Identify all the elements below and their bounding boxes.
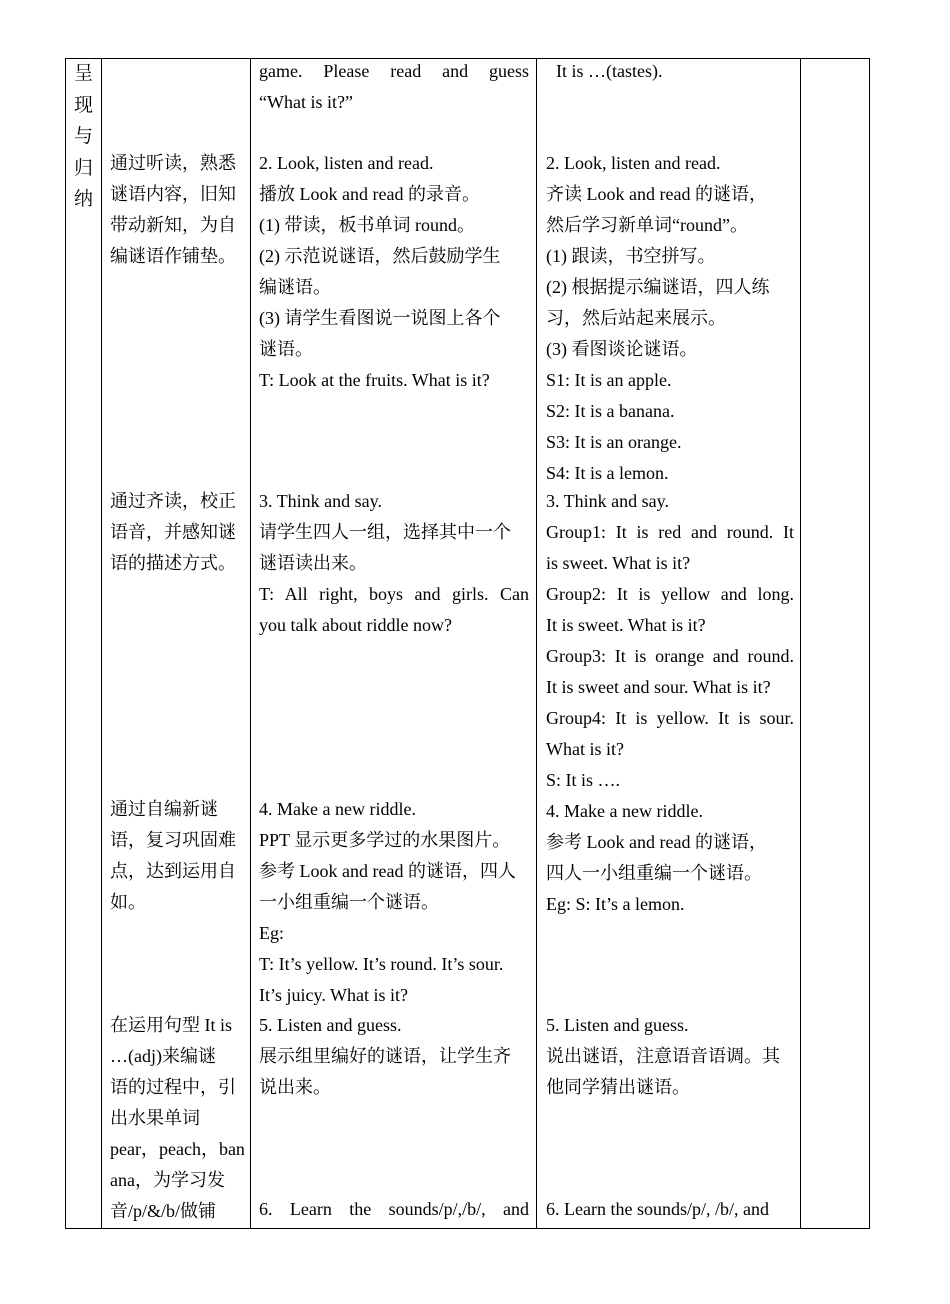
purpose-line: 音/p/&/b/做铺 bbox=[110, 1201, 217, 1221]
purpose-line: 出水果单词 bbox=[110, 1108, 200, 1128]
teacher-line: (2) 示范说谜语，然后鼓励学生 bbox=[259, 246, 501, 266]
teacher-line: It’s juicy. What is it? bbox=[259, 985, 408, 1005]
column-divider bbox=[536, 58, 537, 1229]
teacher-line: T: Look at the fruits. What is it? bbox=[259, 370, 490, 390]
teacher-step-6 bbox=[259, 1194, 529, 1225]
student-step-4 bbox=[546, 796, 794, 920]
stage-char: 现 bbox=[73, 94, 93, 116]
teacher-line: 3. Think and say. bbox=[259, 491, 382, 511]
student-line: Group4: It is yellow. It is sour. bbox=[546, 708, 794, 728]
student-line: 参考 Look and read 的谜语， bbox=[546, 832, 767, 852]
student-line: 6. Learn the sounds/p/, /b/, and bbox=[546, 1199, 769, 1219]
student-line: 他同学猜出谜语。 bbox=[546, 1077, 690, 1097]
student-line: What is it? bbox=[546, 739, 624, 759]
purpose-line: 在运用句型 It is bbox=[110, 1015, 233, 1035]
teacher-line: 请学生四人一组，选择其中一个 bbox=[259, 522, 511, 542]
teacher-line: 编谜语。 bbox=[259, 277, 331, 297]
purpose-line: …(adj)来编谜 bbox=[110, 1046, 216, 1066]
purpose-block-3 bbox=[110, 794, 246, 918]
purpose-line: pear，peach，ban bbox=[110, 1139, 245, 1159]
teacher-step-4 bbox=[259, 794, 529, 1011]
teacher-line: “What is it?” bbox=[259, 92, 353, 112]
purpose-line: 编谜语作铺垫。 bbox=[110, 246, 236, 266]
purpose-line: 点，达到运用自 bbox=[110, 861, 236, 881]
student-line: 习，然后站起来展示。 bbox=[546, 308, 726, 328]
student-line: It is sweet. What is it? bbox=[546, 615, 706, 635]
teacher-line: 播放 Look and read 的录音。 bbox=[259, 184, 480, 204]
student-line: (3) 看图谈论谜语。 bbox=[546, 339, 698, 359]
purpose-block-1 bbox=[110, 148, 246, 272]
student-line: 四人一小组重编一个谜语。 bbox=[546, 863, 762, 883]
purpose-block-2 bbox=[110, 486, 246, 579]
stage-char: 呈 bbox=[73, 63, 93, 84]
teacher-line: 一小组重编一个谜语。 bbox=[259, 892, 439, 912]
student-line: S1: It is an apple. bbox=[546, 370, 672, 390]
purpose-line: 通过听读，熟悉 bbox=[110, 153, 236, 173]
teacher-line: 5. Listen and guess. bbox=[259, 1015, 402, 1035]
purpose-line: 通过自编新谜 bbox=[110, 799, 218, 819]
student-intro bbox=[556, 56, 794, 87]
student-line: Group2: It is yellow and long. bbox=[546, 584, 794, 604]
column-divider bbox=[101, 58, 102, 1229]
teacher-line: game. Please read and guess bbox=[259, 61, 529, 81]
stage-char: 纳 bbox=[73, 189, 93, 210]
purpose-line: 带动新知，为自 bbox=[110, 215, 236, 235]
teacher-line: (1) 带读，板书单词 round。 bbox=[259, 215, 475, 235]
teacher-line: 谜语。 bbox=[259, 339, 313, 359]
stage-char: 与 bbox=[73, 126, 93, 147]
purpose-block-4 bbox=[110, 1010, 246, 1227]
student-line: (1) 跟读，书空拼写。 bbox=[546, 246, 716, 266]
purpose-line: 谜语内容，旧知 bbox=[110, 184, 236, 204]
student-line: S2: It is a banana. bbox=[546, 401, 675, 421]
student-line: (2) 根据提示编谜语，四人练 bbox=[546, 277, 770, 297]
student-step-6 bbox=[546, 1194, 794, 1225]
table-bottom-border bbox=[65, 1228, 870, 1229]
teacher-line: T: All right, boys and girls. Can bbox=[259, 584, 529, 604]
purpose-line: 如。 bbox=[110, 892, 146, 912]
student-line: 说出谜语，注意语音语调。其 bbox=[546, 1046, 780, 1066]
purpose-line: ana，为学习发 bbox=[110, 1170, 225, 1190]
student-line: 4. Make a new riddle. bbox=[546, 801, 703, 821]
teacher-line: 展示组里编好的谜语，让学生齐 bbox=[259, 1046, 511, 1066]
student-line: It is sweet and sour. What is it? bbox=[546, 677, 771, 697]
student-line: S: It is …. bbox=[546, 770, 621, 790]
teacher-intro bbox=[259, 56, 529, 118]
student-line: 2. Look, listen and read. bbox=[546, 153, 721, 173]
student-line: Eg: S: It’s a lemon. bbox=[546, 894, 685, 914]
teacher-line: 6. Learn the sounds/p/,/b/, and bbox=[259, 1199, 529, 1219]
teacher-line: 2. Look, listen and read. bbox=[259, 153, 434, 173]
teacher-line: you talk about riddle now? bbox=[259, 615, 452, 635]
student-line: is sweet. What is it? bbox=[546, 553, 691, 573]
student-line: 齐读 Look and read 的谜语， bbox=[546, 184, 767, 204]
student-line: 5. Listen and guess. bbox=[546, 1015, 689, 1035]
student-line: Group3: It is orange and round. bbox=[546, 646, 794, 666]
purpose-line: 语的描述方式。 bbox=[110, 553, 236, 573]
purpose-line: 语，复习巩固难 bbox=[110, 830, 236, 850]
stage-label bbox=[66, 58, 101, 216]
teacher-line: 谜语读出来。 bbox=[259, 553, 367, 573]
purpose-line: 语音，并感知谜 bbox=[110, 522, 236, 542]
teacher-line: T: It’s yellow. It’s round. It’s sour. bbox=[259, 954, 504, 974]
teacher-line: 参考 Look and read 的谜语，四人 bbox=[259, 861, 516, 881]
teacher-step-2 bbox=[259, 148, 529, 396]
teacher-step-5 bbox=[259, 1010, 529, 1103]
column-divider bbox=[869, 58, 870, 1229]
stage-char: 归 bbox=[73, 157, 93, 179]
purpose-line: 通过齐读，校正 bbox=[110, 491, 236, 511]
column-divider bbox=[800, 58, 801, 1229]
student-step-3 bbox=[546, 486, 794, 796]
teacher-step-3 bbox=[259, 486, 529, 641]
column-divider bbox=[250, 58, 251, 1229]
student-line: It is …(tastes). bbox=[556, 61, 663, 81]
student-step-5 bbox=[546, 1010, 794, 1103]
student-line: 3. Think and say. bbox=[546, 491, 669, 511]
teacher-line: 说出来。 bbox=[259, 1077, 331, 1097]
student-line: S4: It is a lemon. bbox=[546, 463, 669, 483]
student-line: Group1: It is red and round. It bbox=[546, 522, 794, 542]
teacher-line: (3) 请学生看图说一说图上各个 bbox=[259, 308, 501, 328]
teacher-line: Eg: bbox=[259, 923, 284, 943]
student-line: S3: It is an orange. bbox=[546, 432, 682, 452]
student-step-2 bbox=[546, 148, 794, 489]
purpose-line: 语的过程中，引 bbox=[110, 1077, 236, 1097]
student-line: 然后学习新单词“round”。 bbox=[546, 215, 748, 235]
column-divider bbox=[65, 58, 66, 1229]
teacher-line: PPT 显示更多学过的水果图片。 bbox=[259, 830, 511, 850]
teacher-line: 4. Make a new riddle. bbox=[259, 799, 416, 819]
